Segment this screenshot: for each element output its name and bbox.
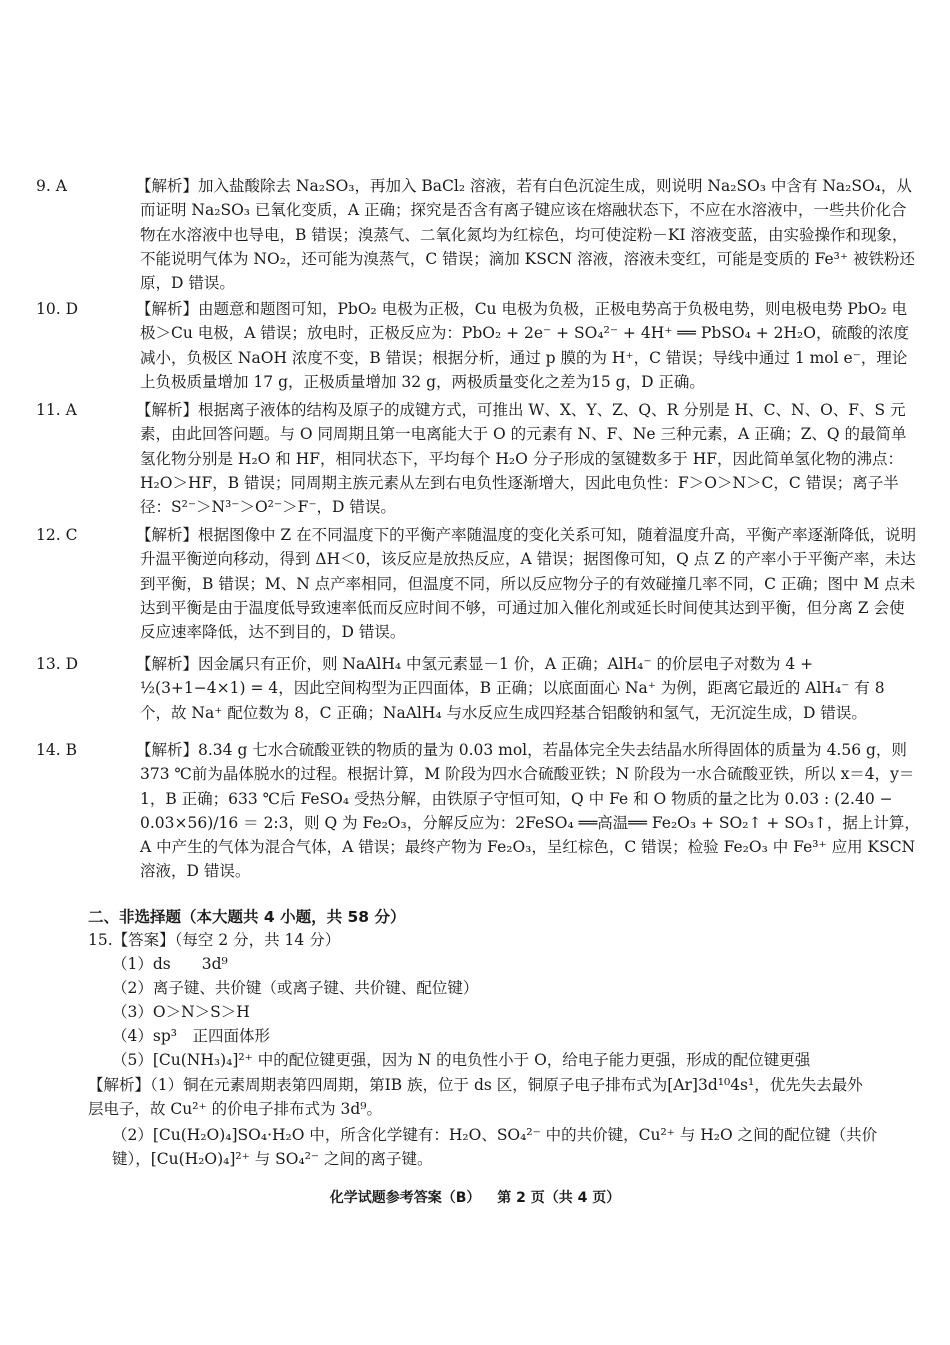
analysis-text: 【解析】由题意和题图可知，PbO₂ 电极为正极，Cu 电极为负极，正极电势高于负极电势，则电极电势 PbO₂ 电极＞Cu 电极，A 错误；放电时，正极反应为：PbO₂ + 2e⁻ + SO₄²⁻ + 4H⁺ ══ PbSO₄ + 2H₂O，硫酸的浓度减小，负极区 NaOH 浓度不变，B 错误；根据分析，通过 p 膜的为 H⁺，C 错误；导线中通过 1 mol e⁻，理论上负极质量增加 17 g，正极质量增加 32 g，两极质量变化之差为15 g，D 正确。 [136, 300, 909, 391]
question-number: 13. D [36, 655, 79, 673]
analysis-text: 【解析】因金属只有正价，则 NaAlH₄ 中氢元素显－1 价，A 正确；AlH₄⁻ 的价层电子对数为 4 + ½(3+1−4×1) = 4，因此空间构型为正四面体，B 正确；以底面面心 Na⁺ 为例，距离它最近的 AlH₄⁻ 有 8 个，故 Na⁺ 配位数为 8，C 正确；NaAlH₄ 与水反应生成四羟基合铝酸钠和氢气，无沉淀生成，D 错误。 [136, 655, 885, 722]
analysis-text: 【解析】加入盐酸除去 Na₂SO₃，再加入 BaCl₂ 溶液，若有白色沉淀生成，则说明 Na₂SO₃ 中含有 Na₂SO₄，从而证明 Na₂SO₃ 已氧化变质，A 正确；探究是否含有离子键应该在熔融状态下，不应在水溶液中，一些共价化合物在水溶液中也导电，B 错误；溴蒸气、二氧化氮均为红棕色，均可使淀粉－KI 溶液变蓝，由实验操作和现象，不能说明气体为 NO₂，还可能为溴蒸气，C 错误；滴加 KSCN 溶液，溶液未变红，可能是变质的 Fe³⁺ 被铁粉还原，D 错误。 [136, 177, 916, 293]
q15-answer-4: （4）sp³ 正四面体形 [112, 1027, 270, 1045]
q15-answer-5: （5）[Cu(NH₃)₄]²⁺ 中的配位键更强，因为 N 的电负性小于 O，给电子能力更强，形成的配位键更强 [112, 1051, 811, 1069]
page-footer [0, 1187, 950, 1207]
section-title: 二、非选择题（本大题共 4 小题，共 58 分） [88, 908, 406, 926]
question-number: 12. C [36, 526, 78, 544]
q15-answer-3: （3）O＞N＞S＞H [112, 1003, 250, 1021]
question-number: 14. B [36, 741, 77, 759]
q15-analysis-2: （2）[Cu(H₂O)₄]SO₄·H₂O 中，所含化学键有：H₂O、SO₄²⁻ 中的共价键，Cu²⁺ 与 H₂O 之间的配位键（共价键），[Cu(H₂O)₄]²⁺ 与 SO₄²⁻ 之间的离子键。 [112, 1126, 878, 1168]
analysis-text: 【解析】8.34 g 七水合硫酸亚铁的物质的量为 0.03 mol，若晶体完全失去结晶水所得固体的质量为 4.56 g，则 373 ℃前为晶体脱水的过程。根据计算，M 阶段为四水合硫酸亚铁；N 阶段为一水合硫酸亚铁，所以 x＝4，y＝1，B 正确；633 ℃后 FeSO₄ 受热分解，由铁原子守恒可知，Q 中 Fe 和 O 物质的量之比为 0.03 : (2.40 − 0.03×56)/16 ＝ 2:3，则 Q 为 Fe₂O₃，分解反应为：2FeSO₄ ══高温══ Fe₂O₃ + SO₂↑ + SO₃↑，据上计算，A 中产生的气体为混合气体，A 错误；最终产物为 Fe₂O₃，呈红棕色，C 错误；检验 Fe₂O₃ 中 Fe³⁺ 应用 KSCN 溶液，D 错误。 [136, 741, 920, 881]
footer-title: 化学试题参考答案（B） [329, 1190, 481, 1206]
q15-answer-1: （1）ds 3d⁹ [112, 955, 228, 973]
q15-answer-2: （2）离子键、共价键（或离子键、共价键、配位键） [112, 979, 479, 997]
question-10 [36, 297, 920, 394]
analysis-text: 【解析】根据离子液体的结构及原子的成键方式，可推出 W、X、Y、Z、Q、R 分别是 H、C、N、O、F、S 元素，由此回答问题。与 O 同周期且第一电离能大于 O 的元素有 N、F、Ne 三种元素，A 正确；Z、Q 的最简单氢化物分别是 H₂O 和 HF，相同状态下，平均每个 H₂O 分子形成的氢键数多于 HF，因此简单氢化物的沸点：H₂O＞HF，B 错误；同周期主族元素从左到右电负性逐渐增大，因此电负性：F＞O＞N＞C，C 错误；离子半径：S²⁻＞N³⁻＞O²⁻＞F⁻，D 错误。 [136, 401, 907, 517]
analysis-text: 【解析】根据图像中 Z 在不同温度下的平衡产率随温度的变化关系可知，随着温度升高，平衡产率逐渐降低，说明升温平衡逆向移动，得到 ΔH＜0，该反应是放热反应，A 错误；据图像可知，Q 点 Z 的产率小于平衡产率，未达到平衡，B 错误；M、N 点产率相同，但温度不同，所以反应物分子的有效碰撞几率不同，C 正确；图中 M 点未达到平衡是由于温度低导致速率低而反应时间不够，可通过加入催化剂或延长时间使其达到平衡，但分离 Z 会使反应速率降低，达不到目的，D 错误。 [136, 526, 917, 642]
question-12 [36, 523, 920, 644]
question-14 [36, 738, 920, 884]
question-13 [36, 652, 920, 725]
q15-analysis-1: 【解析】（1）铜在元素周期表第四周期，第ⅠB 族，位于 ds 区，铜原子电子排布式为[Ar]3d¹⁰4s¹，优先失去最外层电子，故 Cu²⁺ 的价电子排布式为 3d⁹。 [88, 1076, 863, 1118]
question-number: 10. D [36, 300, 79, 318]
question-11 [36, 398, 920, 519]
q15-header: 15.【答案】（每空 2 分，共 14 分） [88, 931, 341, 949]
question-9 [36, 174, 920, 295]
footer-page-number: 第 2 页（共 4 页） [497, 1190, 621, 1206]
question-number: 11. A [36, 401, 77, 419]
question-number: 9. A [36, 177, 67, 195]
